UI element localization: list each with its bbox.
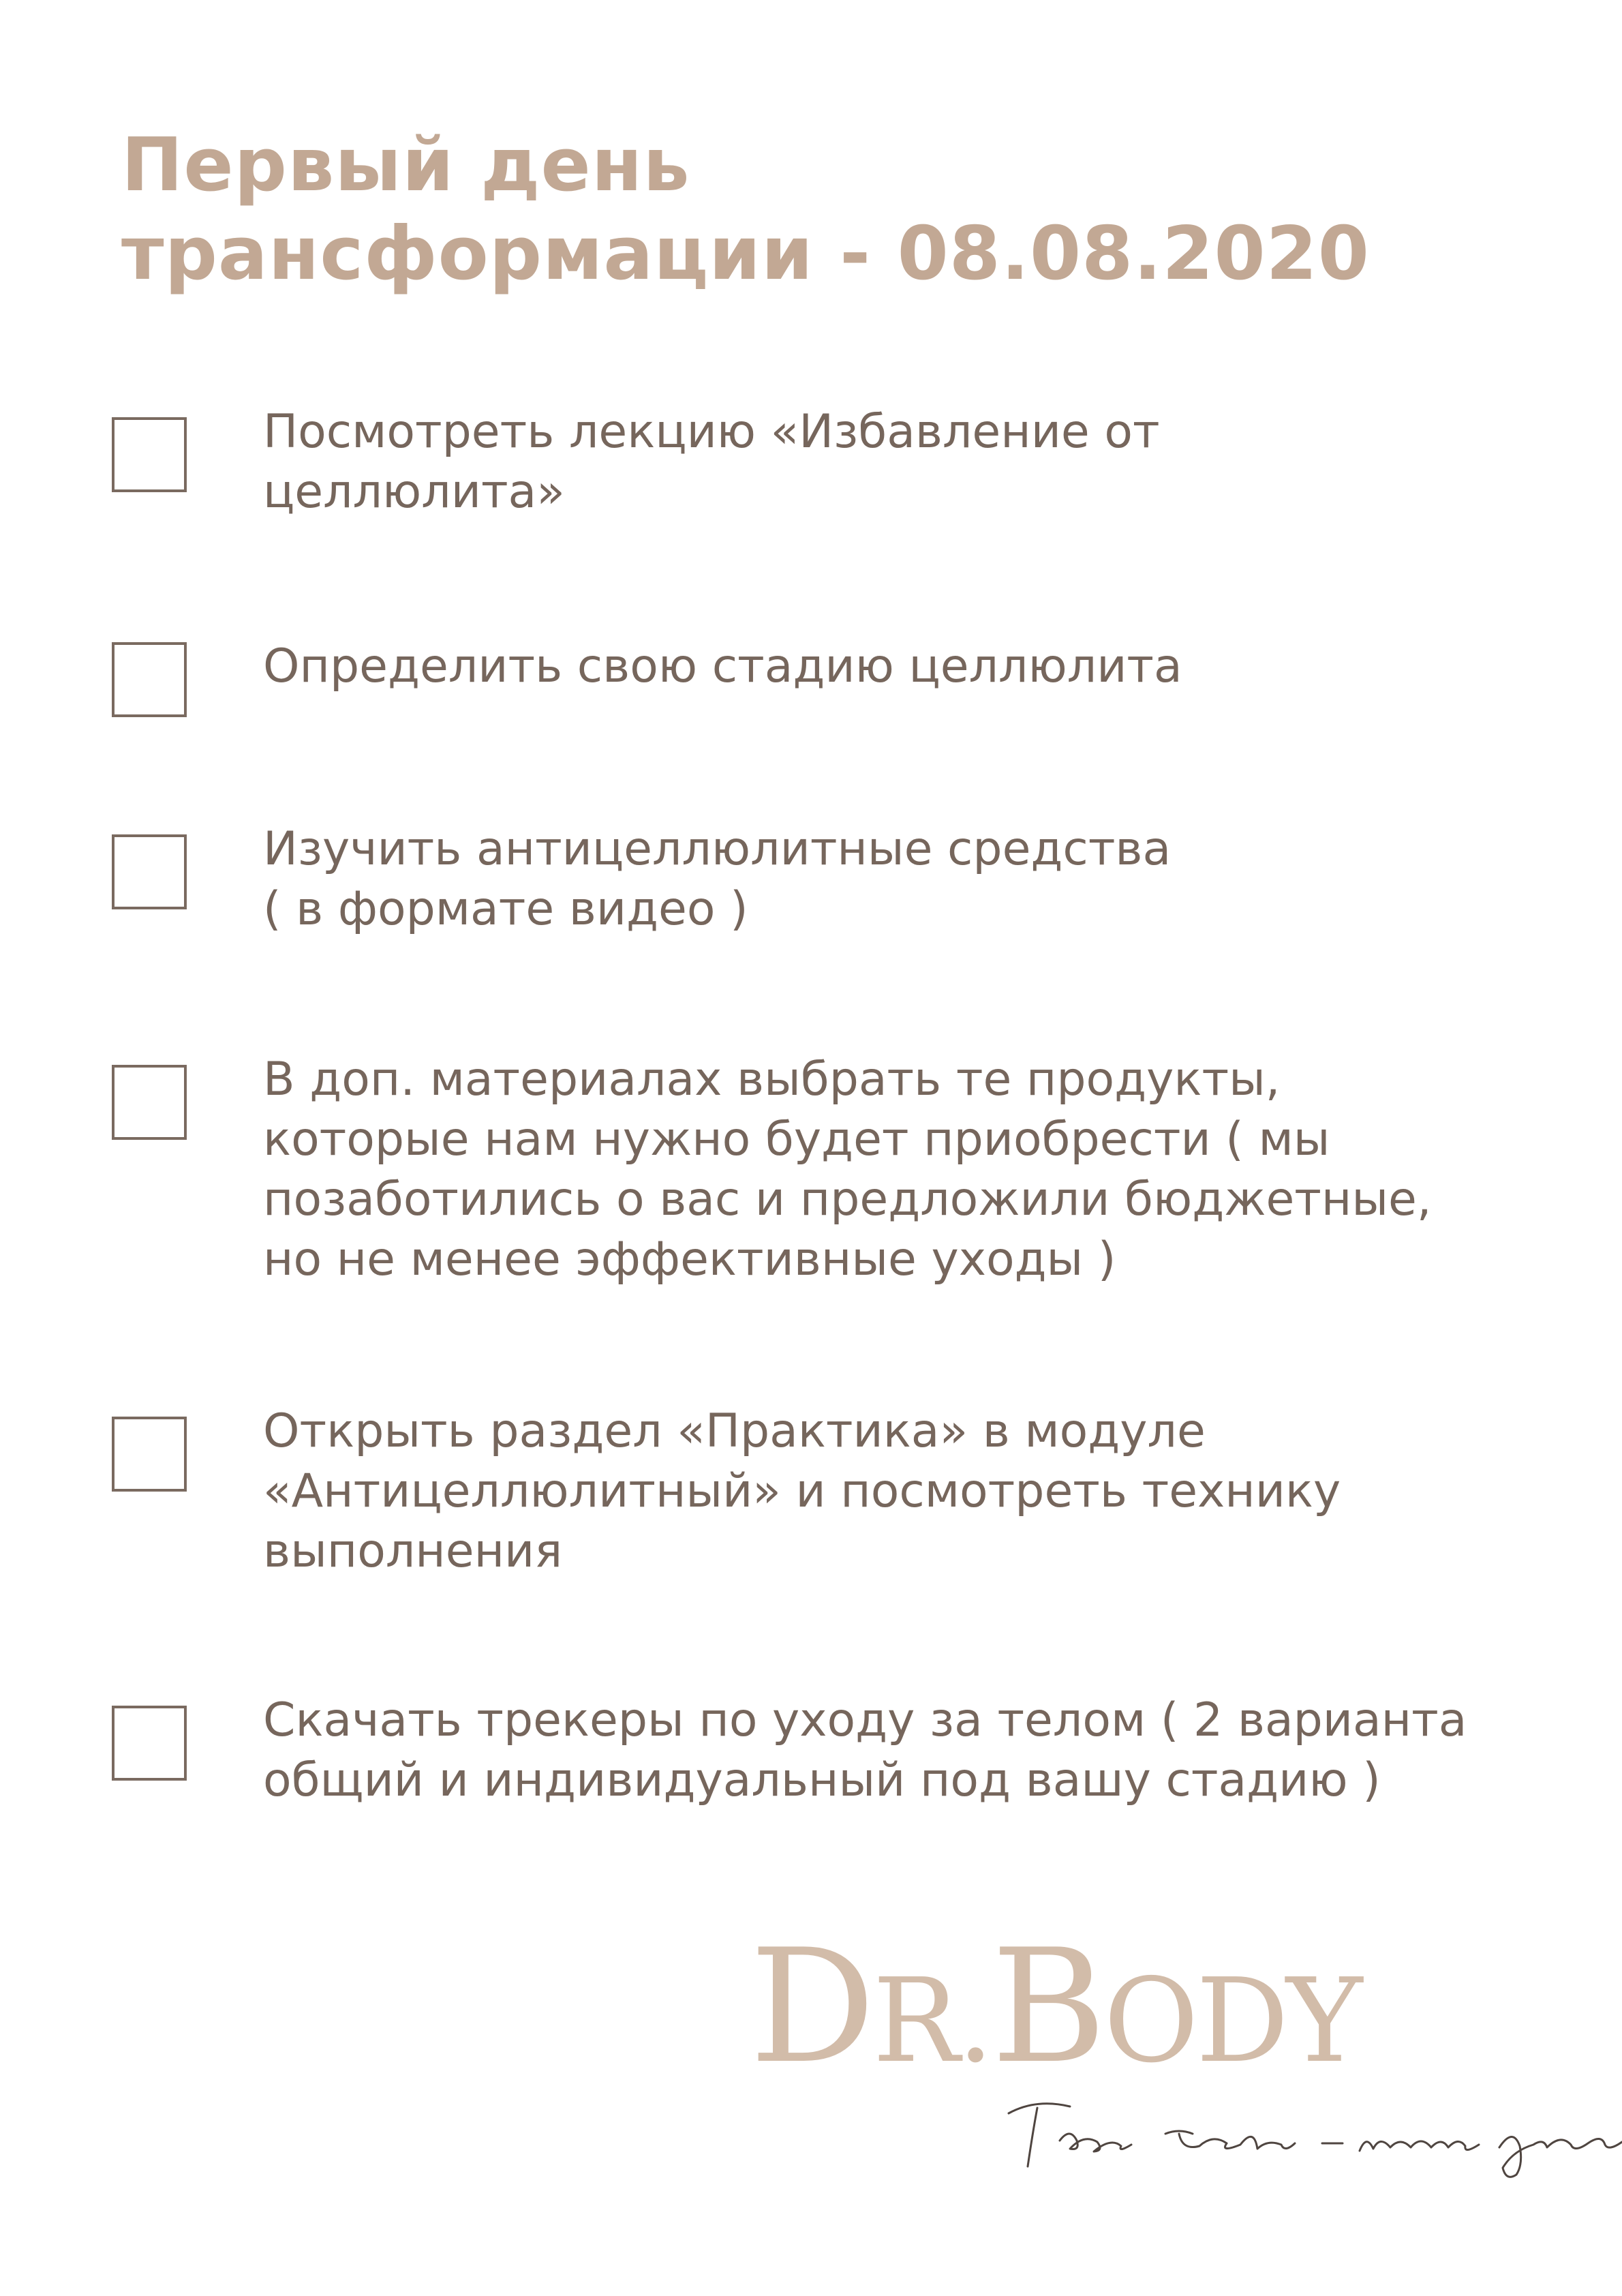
- tagline-text: Твое тело – наше дело: [995, 2180, 1004, 2181]
- task-label: [263, 402, 1558, 522]
- brand-logo: [750, 1916, 1567, 2216]
- tagline-signature: [995, 2086, 1622, 2181]
- brand-name: [750, 1929, 753, 1930]
- brand-wordmark: DR.BODY: [750, 1916, 1360, 2098]
- page-title-line-1: Первый день: [121, 123, 690, 208]
- task-checkbox[interactable]: [112, 1417, 187, 1492]
- task-checkbox[interactable]: [112, 417, 187, 492]
- task-label-line: ( в формате видео ): [263, 882, 748, 936]
- task-label: [263, 1402, 1558, 1582]
- task-label-line: целлюлита»: [263, 465, 565, 519]
- task-label-line: общий и индивидуальный под вашу стадию ): [263, 1753, 1381, 1807]
- task-label: [263, 1691, 1558, 1811]
- task-label-line: В доп. материалах выбрать те продукты,: [263, 1053, 1281, 1106]
- task-label-line: Посмотреть лекцию «Избавление от: [263, 405, 1160, 459]
- task-label-line: Определить свою стадию целлюлита: [263, 639, 1182, 693]
- task-checkbox[interactable]: [112, 1065, 187, 1140]
- task-label-line: позаботились о вас и предложили бюджетные,: [263, 1173, 1432, 1226]
- task-checkbox[interactable]: [112, 834, 187, 909]
- task-label-line: Изучить антицеллюлитные средства: [263, 822, 1172, 876]
- task-label-line: Открыть раздел «Практика» в модуле: [263, 1404, 1206, 1458]
- page-title-line-2: трансформации - 08.08.2020: [121, 211, 1370, 297]
- task-label: [263, 819, 1558, 939]
- task-checkbox[interactable]: [112, 1706, 187, 1781]
- task-label-line: Скачать трекеры по уходу за телом ( 2 варианта: [263, 1693, 1467, 1747]
- task-label: [263, 1050, 1558, 1290]
- task-label-line: «Антицеллюлитный» и посмотреть технику: [263, 1464, 1341, 1518]
- task-label-line: выполнения: [263, 1524, 563, 1578]
- task-label: [263, 637, 1558, 697]
- task-label-line: но не менее эффективные уходы ): [263, 1233, 1116, 1286]
- task-checkbox[interactable]: [112, 642, 187, 717]
- task-label-line: которые нам нужно будет приобрести ( мы: [263, 1113, 1330, 1166]
- page-title: [121, 121, 1370, 299]
